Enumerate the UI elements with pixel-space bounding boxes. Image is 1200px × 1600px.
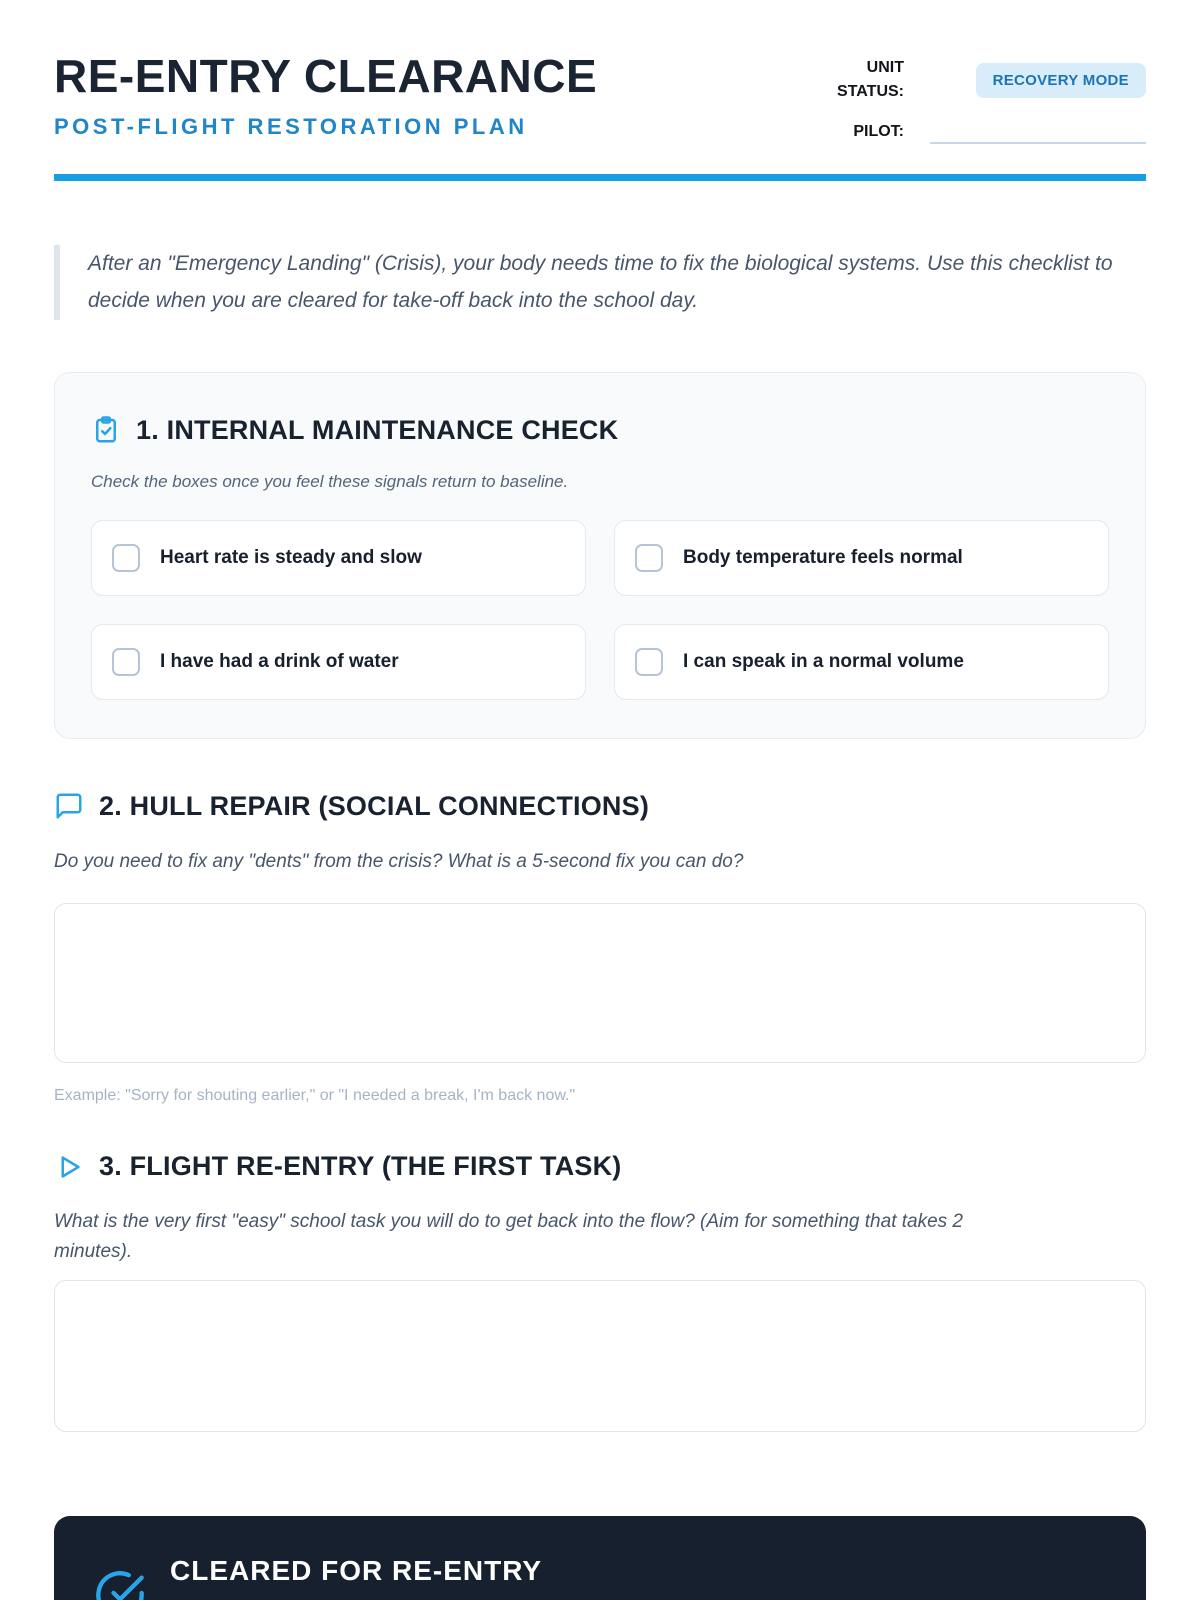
clipboard-check-icon	[91, 415, 121, 445]
checkbox-heart-rate[interactable]	[112, 544, 140, 572]
pilot-label: PILOT:	[853, 123, 904, 140]
header-divider	[54, 174, 1146, 181]
flight-reentry-answer-input[interactable]	[54, 1280, 1146, 1432]
check-label: I can speak in a normal volume	[683, 650, 964, 672]
check-item-body-temperature[interactable]	[614, 520, 1109, 596]
maintenance-checklist	[91, 520, 1109, 700]
check-label: I have had a drink of water	[160, 650, 399, 672]
section-2-prompt: Do you need to fix any "dents" from the crisis? What is a 5-second fix you can do?	[54, 850, 744, 872]
section-1-title: 1. INTERNAL MAINTENANCE CHECK	[136, 414, 619, 445]
section-3-prompt: What is the very first "easy" school task you will do to get back into the flow? (Aim for something that takes 2 minutes).	[54, 1211, 964, 1262]
unit-status-label: UNIT STATUS:	[837, 59, 904, 100]
section-3-title: 3. FLIGHT RE-ENTRY (THE FIRST TASK)	[99, 1151, 622, 1182]
section-flight-reentry	[54, 1151, 1146, 1432]
cleared-banner-title: CLEARED FOR RE-ENTRY	[170, 1555, 543, 1587]
cleared-banner	[54, 1516, 1146, 1600]
check-circle-icon	[94, 1569, 146, 1600]
header	[54, 0, 1146, 144]
pilot-field-wrap	[930, 120, 1146, 144]
section-2-heading	[54, 791, 1146, 822]
cleared-banner-text	[170, 1556, 542, 1587]
check-item-drink-water[interactable]	[91, 624, 586, 700]
check-item-normal-volume[interactable]	[614, 624, 1109, 700]
chat-bubble-icon	[54, 791, 84, 821]
pilot-input-line[interactable]	[930, 120, 1146, 144]
checkbox-drink-water[interactable]	[112, 648, 140, 676]
intro-quote: After an "Emergency Landing" (Crisis), your body needs time to fix the biological systems. Use this checklist to decide when you are cleared for take-off back into the school day.	[54, 245, 1146, 320]
play-icon	[54, 1152, 84, 1182]
section-hull-repair	[54, 791, 1146, 1105]
section-2-title: 2. HULL REPAIR (SOCIAL CONNECTIONS)	[99, 790, 650, 821]
status-badge: RECOVERY MODE	[976, 63, 1146, 98]
check-item-heart-rate[interactable]	[91, 520, 586, 596]
section-1-heading	[91, 415, 1109, 446]
page-subtitle: POST-FLIGHT RESTORATION PLAN	[54, 114, 528, 140]
page-title: RE-ENTRY CLEARANCE	[54, 50, 598, 102]
hull-repair-answer-input[interactable]	[54, 903, 1146, 1063]
header-meta	[820, 56, 1146, 144]
check-label: Body temperature feels normal	[683, 546, 963, 568]
check-label: Heart rate is steady and slow	[160, 546, 422, 568]
section-3-heading	[54, 1151, 1146, 1182]
checkbox-body-temperature[interactable]	[635, 544, 663, 572]
unit-status-value	[930, 63, 1146, 98]
header-titles	[54, 52, 597, 140]
checkbox-normal-volume[interactable]	[635, 648, 663, 676]
section-internal-maintenance	[54, 372, 1146, 739]
section-1-hint: Check the boxes once you feel these signals return to baseline.	[91, 471, 569, 491]
section-2-example: Example: "Sorry for shouting earlier," or "I needed a break, I'm back now."	[54, 1087, 576, 1105]
